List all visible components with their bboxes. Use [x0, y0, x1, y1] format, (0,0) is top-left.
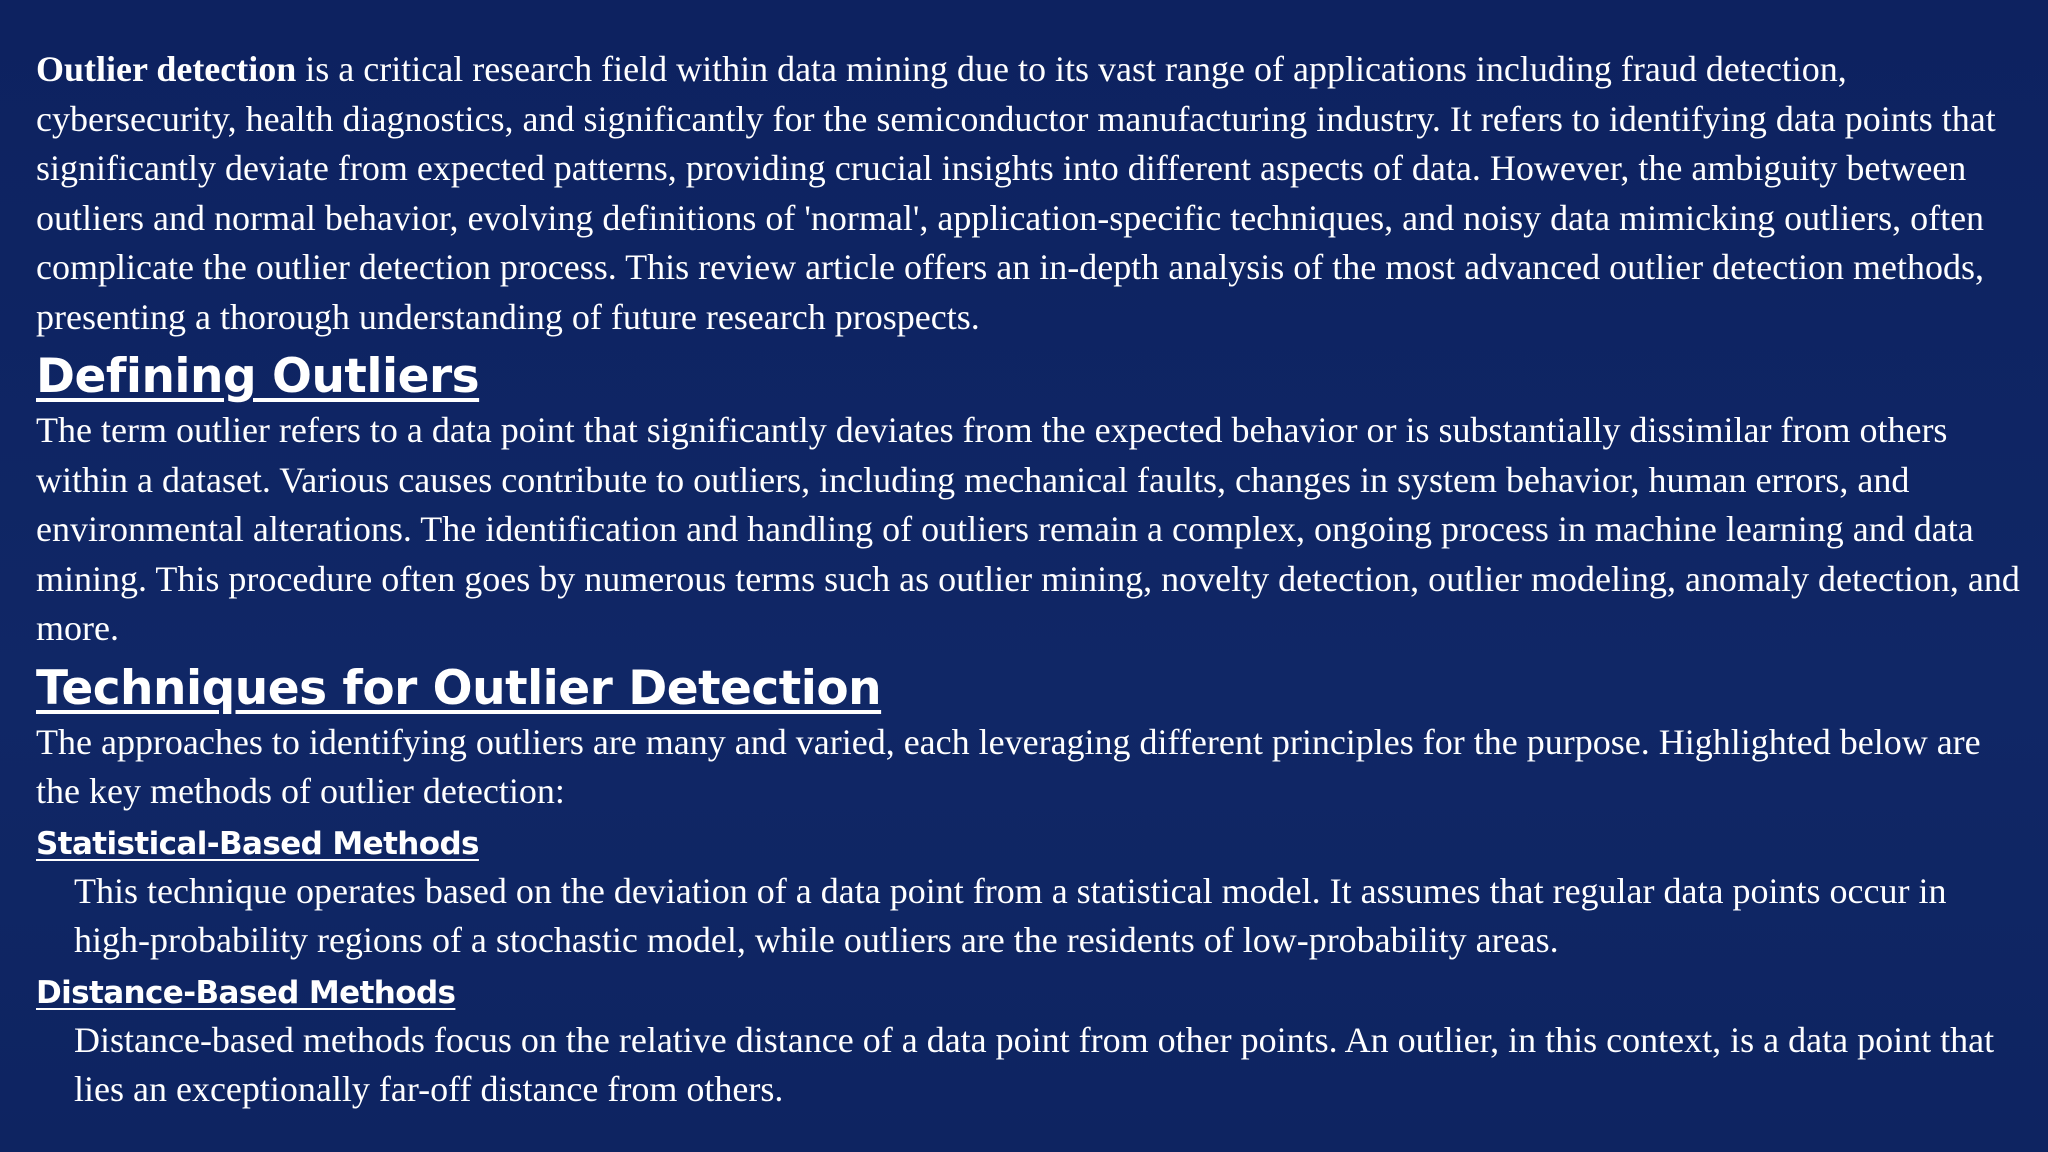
statistical-methods-heading: Statistical-Based Methods: [36, 825, 479, 862]
defining-outliers-paragraph: The term outlier refers to a data point that significantly deviates from the expected behavior or is substantially dissimilar from others within a dataset. Various causes contribute to outliers, including mechanical faults, changes in system behavior, human errors, and environmental alterations. The identification and handling of outliers remain a complex, ongoing process in machine learning and data mining. This procedure often goes by numerous terms such as outlier mining, novelty detection, outlier modeling, anomaly detection, and more.: [36, 410, 2020, 648]
techniques-heading: Techniques for Outlier Detection: [36, 660, 882, 716]
distance-methods-heading: Distance-Based Methods: [36, 974, 456, 1011]
distance-methods-paragraph: Distance-based methods focus on the relative distance of a data point from other points. An outlier, in this context, is a data point that lies an exceptionally far-off distance from others.: [74, 1019, 1995, 1109]
intro-paragraph: [36, 45, 2026, 342]
statistical-methods-paragraph: This technique operates based on the deviation of a data point from a statistical model. It assumes that regular data points occur in high-probability regions of a stochastic model, while outliers are the residents of low-probability areas.: [74, 870, 1947, 960]
intro-lead-term: Outlier detection: [36, 49, 297, 89]
intro-text: is a critical research field within data mining due to its vast range of applications including fraud detection, cybersecurity, health diagnostics, and significantly for the semiconductor manufacturing industry. It refers to identifying data points that significantly deviate from expected patterns, providing crucial insights into different aspects of data. However, the ambiguity between outliers and normal behavior, evolving definitions of 'normal', application-specific techniques, and noisy data mimicking outliers, often complicate the outlier detection process. This review article offers an in-depth analysis of the most advanced outlier detection methods, presenting a thorough understanding of future research prospects.: [36, 49, 1996, 337]
techniques-intro-paragraph: The approaches to identifying outliers are many and varied, each leveraging different principles for the purpose. Highlighted below are the key methods of outlier detection:: [36, 721, 1981, 811]
defining-outliers-heading: Defining Outliers: [36, 349, 480, 404]
